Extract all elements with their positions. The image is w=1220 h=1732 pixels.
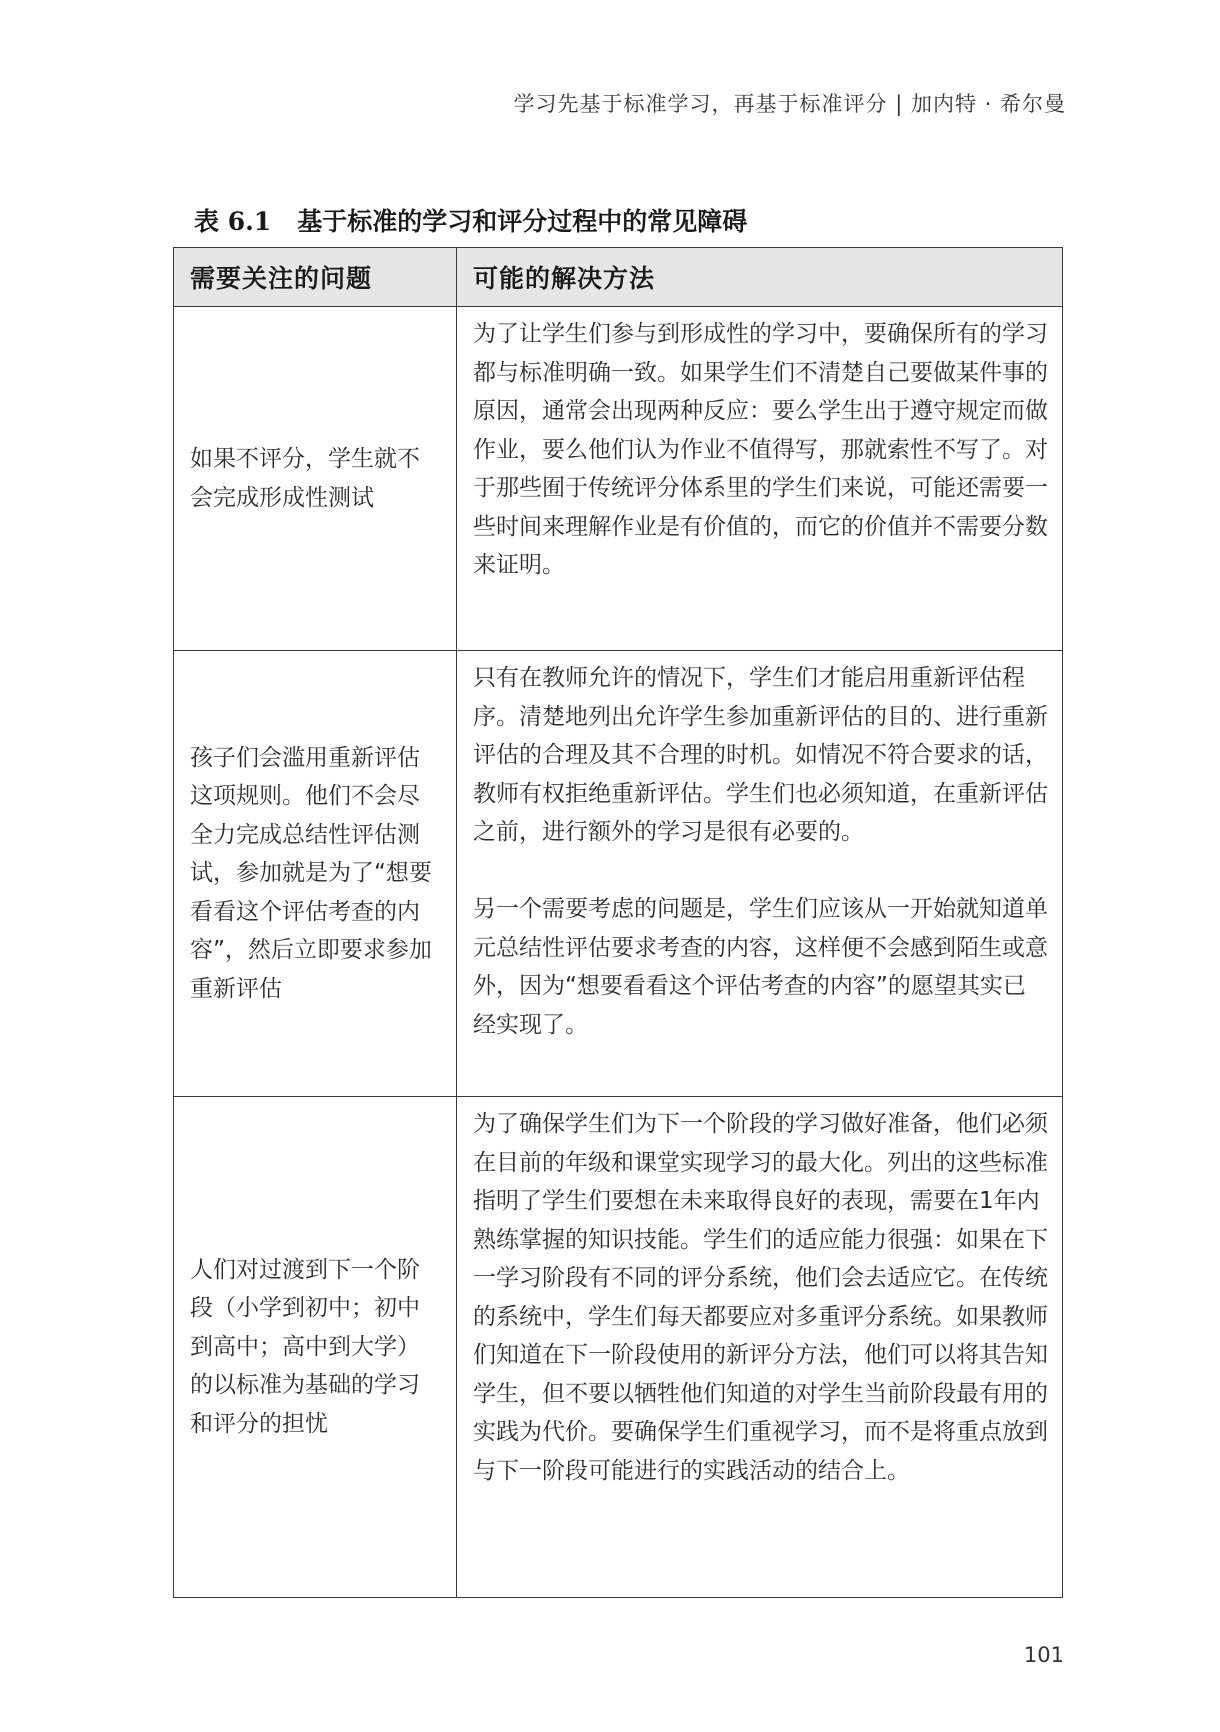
page-number: 101 <box>1023 1643 1064 1667</box>
table-caption-title: 基于标准的学习和评分过程中的常见障碍 <box>297 207 748 236</box>
issue-cell: 如果不评分，学生就不会完成形成性测试 <box>174 307 457 651</box>
table-caption <box>194 202 747 238</box>
solution-cell <box>457 651 1063 1097</box>
table-header-row <box>174 248 1063 307</box>
column-header-issue: 需要关注的问题 <box>174 248 457 307</box>
table-caption-number: 表 6.1 <box>194 207 272 236</box>
solution-cell <box>457 1097 1063 1598</box>
column-header-solution: 可能的解决方法 <box>457 248 1063 307</box>
solution-cell <box>457 307 1063 651</box>
solution-paragraph: 为了让学生们参与到形成性的学习中，要确保所有的学习都与标准明确一致。如果学生们不清楚自己要做某件事的原因，通常会出现两种反应：要么学生出于遵守规定而做作业，要么他们认为作业不值得写，那就索性不写了。对于那些囿于传统评分体系里的学生们来说，可能还需要一些时间来理解作业是有价值的，而它的价值并不需要分数来证明。 <box>473 321 1048 578</box>
running-header: 学习先基于标准学习，再基于标准评分 | 加内特 · 希尔曼 <box>513 92 1066 116</box>
table-row <box>174 651 1063 1097</box>
obstacles-table <box>173 247 1063 1598</box>
table-row <box>174 1097 1063 1598</box>
solution-paragraph: 另一个需要考虑的问题是，学生们应该从一开始就知道单元总结性评估要求考查的内容，这样便不会感到陌生或意外，因为“想要看看这个评估考查的内容”的愿望其实已经实现了。 <box>473 896 1048 1038</box>
solution-paragraph: 为了确保学生们为下一个阶段的学习做好准备，他们必须在目前的年级和课堂实现学习的最大化。列出的这些标准指明了学生们要想在未来取得良好的表现，需要在1年内熟练掌握的知识技能。学生们的适应能力很强：如果在下一学习阶段有不同的评分系统，他们会去适应它。在传统的系统中，学生们每天都要应对多重评分系统。如果教师们知道在下一阶段使用的新评分方法，他们可以将其告知学生，但不要以牺牲他们知道的对学生当前阶段最有用的实践为代价。要确保学生们重视学习，而不是将重点放到与下一阶段可能进行的实践活动的结合上。 <box>473 1111 1048 1484</box>
issue-cell: 孩子们会滥用重新评估这项规则。他们不会尽全力完成总结性评估测试，参加就是为了“想要看看这个评估考查的内容”，然后立即要求参加重新评估 <box>174 651 457 1097</box>
table-row <box>174 307 1063 651</box>
issue-cell: 人们对过渡到下一个阶段（小学到初中；初中到高中；高中到大学）的以标准为基础的学习和评分的担忧 <box>174 1097 457 1598</box>
solution-paragraph: 只有在教师允许的情况下，学生们才能启用重新评估程序。清楚地列出允许学生参加重新评估的目的、进行重新评估的合理及其不合理的时机。如情况不符合要求的话，教师有权拒绝重新评估。学生们也必须知道，在重新评估之前，进行额外的学习是很有必要的。 <box>473 665 1048 845</box>
